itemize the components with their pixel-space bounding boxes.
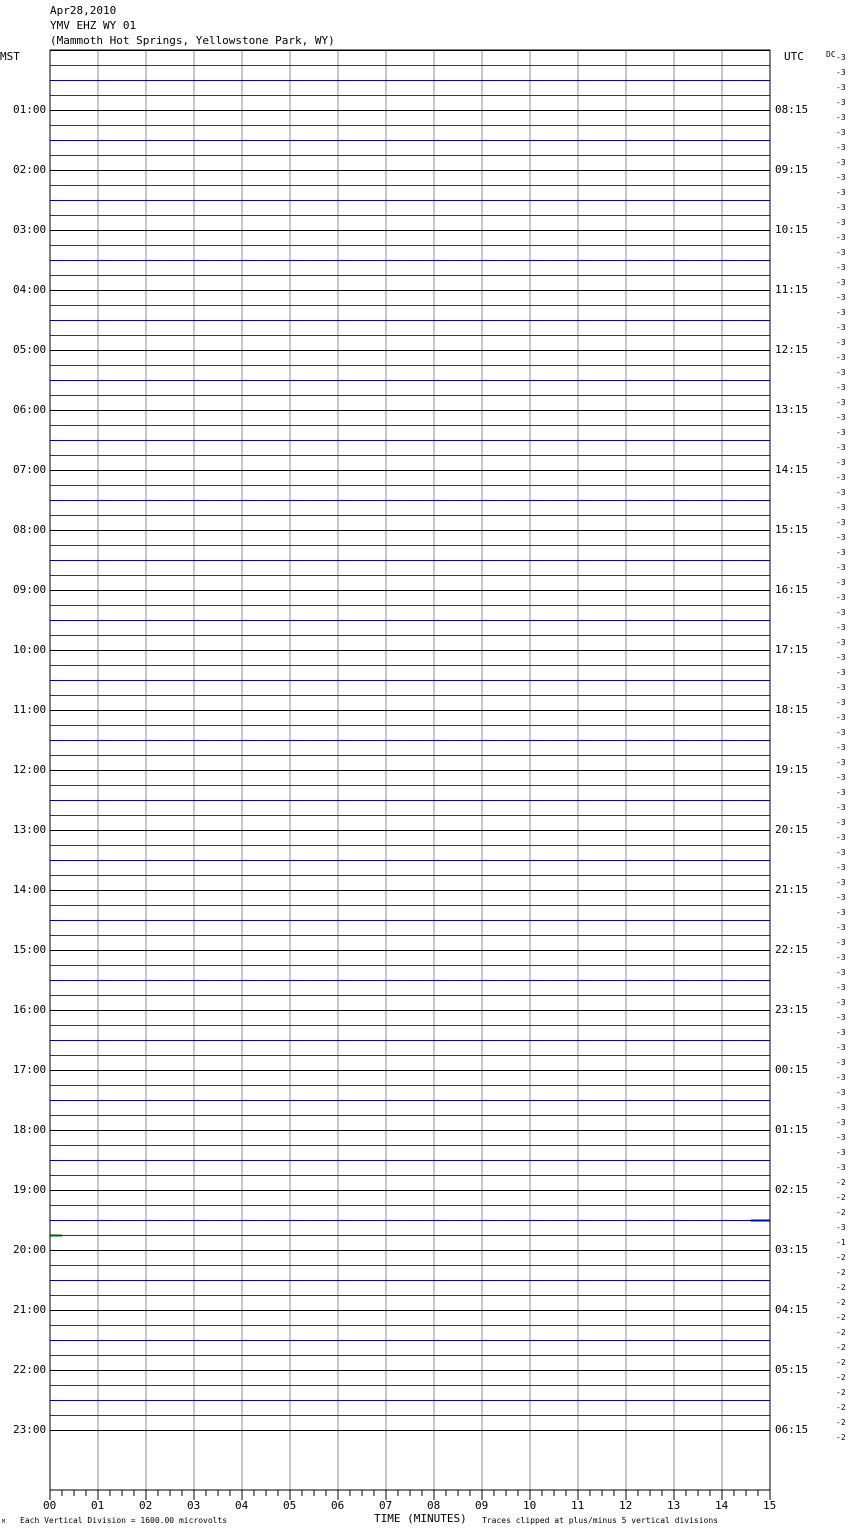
dc-offset-label: -3 xyxy=(836,683,846,692)
dc-offset-label: -3 xyxy=(836,908,846,917)
mst-hour-label: 03:00 xyxy=(13,223,47,236)
x-axis-title: TIME (MINUTES) xyxy=(374,1512,467,1525)
mst-hour-label: 05:00 xyxy=(13,343,47,356)
dc-offset-label: -3 xyxy=(836,128,846,137)
time-axis-ticks xyxy=(50,1490,770,1500)
dc-offset-label: -3 xyxy=(836,428,846,437)
dc-offset-label: -3 xyxy=(836,893,846,902)
dc-offset-label: -2 xyxy=(836,1193,846,1202)
minute-tick-label: 12 xyxy=(619,1499,633,1512)
header-station: YMV EHZ WY 01 xyxy=(50,19,137,32)
dc-offset-label: -3 xyxy=(836,968,846,977)
dc-offset-label: -3 xyxy=(836,638,846,647)
utc-hour-label: 04:15 xyxy=(775,1303,809,1316)
minute-tick-label: 09 xyxy=(475,1499,489,1512)
minute-tick-label: 04 xyxy=(235,1499,249,1512)
mst-hour-label: 06:00 xyxy=(13,403,47,416)
utc-hour-label: 13:15 xyxy=(775,403,809,416)
dc-offset-label: -3 xyxy=(836,278,846,287)
utc-hour-label: 02:15 xyxy=(775,1183,809,1196)
dc-offset-label: -2 xyxy=(836,1283,846,1292)
dc-offset-label: -3 xyxy=(836,848,846,857)
utc-hour-label: 11:15 xyxy=(775,283,809,296)
utc-hour-label: 23:15 xyxy=(775,1003,809,1016)
dc-offset-label: -3 xyxy=(836,83,846,92)
dc-offset-label: -2 xyxy=(836,1313,846,1322)
dc-offset-label: -3 xyxy=(836,503,846,512)
dc-offset-label: -3 xyxy=(836,713,846,722)
dc-offset-label: -3 xyxy=(836,878,846,887)
header-date: Apr28,2010 xyxy=(50,4,117,17)
dc-offset-label: -3 xyxy=(836,188,846,197)
dc-offset-label: -3 xyxy=(836,383,846,392)
utc-hour-label: 10:15 xyxy=(775,223,809,236)
dc-offset-label: -3 xyxy=(836,263,846,272)
utc-hour-label: 03:15 xyxy=(775,1243,809,1256)
minute-tick-label: 03 xyxy=(187,1499,201,1512)
dc-offset-label: -1 xyxy=(836,1238,846,1247)
dc-offset-label: -3 xyxy=(836,758,846,767)
dc-offset-label: -2 xyxy=(836,1328,846,1337)
dc-offset-label: -3 xyxy=(836,173,846,182)
utc-hour-label: 08:15 xyxy=(775,103,809,116)
left-axis-title: MST xyxy=(0,50,20,63)
dc-offset-label: -3 xyxy=(836,158,846,167)
utc-hour-label: 00:15 xyxy=(775,1063,809,1076)
clip-note: Traces clipped at plus/minus 5 vertical divisions xyxy=(482,1516,719,1525)
dc-offset-label: -3 xyxy=(836,203,846,212)
minute-tick-label: 11 xyxy=(571,1499,585,1512)
dc-offset-label: -3 xyxy=(836,1013,846,1022)
mst-hour-label: 22:00 xyxy=(13,1363,47,1376)
mst-hour-label: 11:00 xyxy=(13,703,47,716)
dc-offset-label: -2 xyxy=(836,1298,846,1307)
minute-tick-label: 14 xyxy=(715,1499,729,1512)
dc-offset-label: -3 xyxy=(836,143,846,152)
mst-hour-label: 23:00 xyxy=(13,1423,47,1436)
mst-hour-label: 15:00 xyxy=(13,943,47,956)
dc-offset-label: -3 xyxy=(836,563,846,572)
dc-offset-label: -3 xyxy=(836,1088,846,1097)
dc-offset-label: -3 xyxy=(836,68,846,77)
mst-hour-label: 01:00 xyxy=(13,103,47,116)
dc-offset-label: -3 xyxy=(836,308,846,317)
dc-offset-label: -3 xyxy=(836,1073,846,1082)
dc-offset-label: -3 xyxy=(836,323,846,332)
dc-offset-label: -2 xyxy=(836,1433,846,1442)
dc-offset-label: -3 xyxy=(836,1118,846,1127)
dc-offset-label: -3 xyxy=(836,998,846,1007)
dc-offset-label: -3 xyxy=(836,98,846,107)
dc-offset-label: -3 xyxy=(836,773,846,782)
dc-offset-label: -3 xyxy=(836,518,846,527)
dc-offset-label: -3 xyxy=(836,533,846,542)
dc-offset-label: -2 xyxy=(836,1418,846,1427)
dc-offset-label: -3 xyxy=(836,938,846,947)
dc-offset-label: -3 xyxy=(836,1133,846,1142)
minute-tick-label: 13 xyxy=(667,1499,681,1512)
mst-hour-label: 10:00 xyxy=(13,643,47,656)
dc-offset-label: -3 xyxy=(836,1148,846,1157)
dc-offset-label: -2 xyxy=(836,1403,846,1412)
dc-offset-label: -2 xyxy=(836,1358,846,1367)
right-axis-title: UTC xyxy=(784,50,804,63)
dc-offset-label: -3 xyxy=(836,248,846,257)
dc-offset-label: -3 xyxy=(836,473,846,482)
dc-offset-label: -2 xyxy=(836,1388,846,1397)
mst-hour-label: 21:00 xyxy=(13,1303,47,1316)
mst-hour-label: 20:00 xyxy=(13,1243,47,1256)
dc-offset-label: -3 xyxy=(836,398,846,407)
dc-offset-label: -3 xyxy=(836,803,846,812)
utc-hour-label: 18:15 xyxy=(775,703,809,716)
minute-tick-label: 07 xyxy=(379,1499,393,1512)
utc-hour-label: 06:15 xyxy=(775,1423,809,1436)
mst-hour-label: 09:00 xyxy=(13,583,47,596)
dc-offset-label: -3 xyxy=(836,368,846,377)
utc-hour-label: 20:15 xyxy=(775,823,809,836)
header-location: (Mammoth Hot Springs, Yellowstone Park, WY) xyxy=(50,34,335,47)
minute-tick-label: 05 xyxy=(283,1499,297,1512)
utc-hour-label: 15:15 xyxy=(775,523,809,536)
utc-hour-label: 01:15 xyxy=(775,1123,809,1136)
dc-offset-label: -3 xyxy=(836,728,846,737)
utc-hour-label: 05:15 xyxy=(775,1363,809,1376)
dc-offset-label: -3 xyxy=(836,218,846,227)
dc-offset-label: -3 xyxy=(836,833,846,842)
dc-offset-label: -3 xyxy=(836,1223,846,1232)
dc-offset-label: -3 xyxy=(836,1103,846,1112)
scale-note: Each Vertical Division = 1600.00 microvolts xyxy=(20,1516,228,1525)
dc-offset-label: -3 xyxy=(836,113,846,122)
dc-offset-label: -3 xyxy=(836,353,846,362)
dc-offset-label: -3 xyxy=(836,458,846,467)
dc-offset-label: -3 xyxy=(836,578,846,587)
dc-offset-label: -3 xyxy=(836,53,846,62)
dc-offset-label: -3 xyxy=(836,668,846,677)
utc-hour-label: 14:15 xyxy=(775,463,809,476)
mst-hour-label: 08:00 xyxy=(13,523,47,536)
dc-offset-label: -3 xyxy=(836,953,846,962)
dc-offset-label: -3 xyxy=(836,743,846,752)
dc-offset-label: -3 xyxy=(836,863,846,872)
dc-offset-label: -3 xyxy=(836,818,846,827)
mst-hour-label: 12:00 xyxy=(13,763,47,776)
utc-hour-label: 16:15 xyxy=(775,583,809,596)
dc-offset-label: -3 xyxy=(836,1043,846,1052)
utc-hour-label: 09:15 xyxy=(775,163,809,176)
dc-offset-label: -2 xyxy=(836,1373,846,1382)
utc-hour-label: 19:15 xyxy=(775,763,809,776)
dc-offset-label: -3 xyxy=(836,623,846,632)
trace-activity xyxy=(50,1221,770,1236)
minute-tick-label: 10 xyxy=(523,1499,537,1512)
dc-offset-label: -3 xyxy=(836,698,846,707)
dc-offset-label: -3 xyxy=(836,338,846,347)
dc-offset-label: -3 xyxy=(836,1028,846,1037)
utc-hour-label: 17:15 xyxy=(775,643,809,656)
utc-hour-label: 22:15 xyxy=(775,943,809,956)
dc-offset-label: -3 xyxy=(836,413,846,422)
dc-offset-label: -2 xyxy=(836,1343,846,1352)
dc-offset-label: -2 xyxy=(836,1208,846,1217)
dc-offset-label: -3 xyxy=(836,443,846,452)
mst-hour-label: 14:00 xyxy=(13,883,47,896)
dc-offset-label: -3 xyxy=(836,1163,846,1172)
minute-tick-label: 02 xyxy=(139,1499,153,1512)
mst-hour-label: 02:00 xyxy=(13,163,47,176)
dc-offset-label: -2 xyxy=(836,1178,846,1187)
dc-offset-label: -3 xyxy=(836,233,846,242)
dc-offset-label: -3 xyxy=(836,1058,846,1067)
dc-offset-label: -2 xyxy=(836,1268,846,1277)
dc-offset-label: -3 xyxy=(836,488,846,497)
mst-hour-label: 13:00 xyxy=(13,823,47,836)
dc-offset-label: -3 xyxy=(836,983,846,992)
dc-offset-label: -3 xyxy=(836,788,846,797)
mst-hour-label: 18:00 xyxy=(13,1123,47,1136)
dc-offset-label: -3 xyxy=(836,653,846,662)
mst-hour-label: 19:00 xyxy=(13,1183,47,1196)
corner-mark: M xyxy=(2,1519,6,1525)
utc-hour-label: 12:15 xyxy=(775,343,809,356)
dc-offset-label: -3 xyxy=(836,293,846,302)
minute-tick-label: 00 xyxy=(43,1499,57,1512)
utc-hour-label: 21:15 xyxy=(775,883,809,896)
dc-offset-label: -3 xyxy=(836,548,846,557)
minute-tick-label: 06 xyxy=(331,1499,345,1512)
minute-tick-label: 01 xyxy=(91,1499,105,1512)
mst-hour-label: 04:00 xyxy=(13,283,47,296)
minute-tick-label: 08 xyxy=(427,1499,441,1512)
minute-tick-label: 15 xyxy=(763,1499,777,1512)
dc-offset-label: -3 xyxy=(836,923,846,932)
dc-label: DC xyxy=(826,50,836,59)
dc-offset-label: -3 xyxy=(836,608,846,617)
dc-offset-label: -3 xyxy=(836,593,846,602)
mst-hour-label: 07:00 xyxy=(13,463,47,476)
trace-lines xyxy=(50,51,770,1431)
dc-offset-label: -2 xyxy=(836,1253,846,1262)
mst-hour-label: 16:00 xyxy=(13,1003,47,1016)
mst-hour-label: 17:00 xyxy=(13,1063,47,1076)
